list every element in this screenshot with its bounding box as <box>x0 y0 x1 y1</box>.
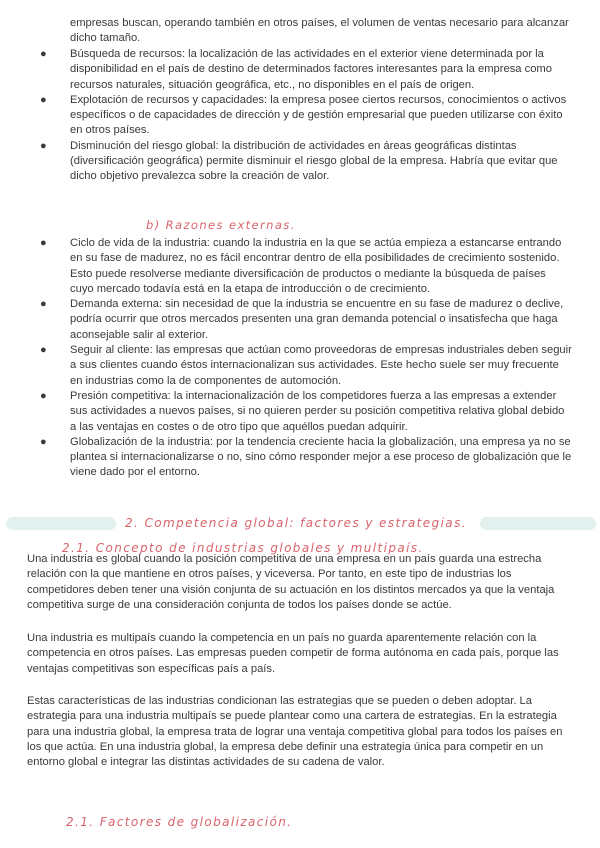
list-item <box>0 297 600 343</box>
list-item <box>0 435 600 481</box>
list-item <box>0 47 600 93</box>
bullet-icon: ● <box>40 48 47 60</box>
bullet-icon: ● <box>40 237 47 249</box>
bullet-icon: ● <box>40 139 47 152</box>
section-heading-factores: 2.1. Factores de globalización. <box>66 815 293 829</box>
list-item <box>0 93 600 139</box>
paragraph: Estas características de las industrias condicionan las estrategias que se pueden o deben adoptar. La estrategia para una industria multipaís se puede plantear como una cartera de estrategias. En la estrategia para una industria global, la empresa trata de lograr una ventaja competitiva global para todos los países en los que actúa. En una industria global, la empresa debe definir una estrategia única para competir en un entorno global e integrar las distintas actividades de su cadena de valor. <box>27 695 563 769</box>
paragraph: Una industria es global cuando la posición competitiva de una empresa en un país guarda una estrecha relación con la que mantiene en otros países, y viceversa. Por tanto, en este tipo de industrias los competidores deben tener una visión conjunta de su actuación en los distintos mercados ya que la ventaja competitiva surge de una consideración conjunta de todos los países donde se actúe. <box>27 553 555 611</box>
list-item-text: Ciclo de vida de la industria: cuando la industria en la que se actúa empieza a estancarse entrando en su fase de madurez, no es fácil encontrar dentro de ella posibilidades de crecimiento sostenido. Esto puede resolverse mediante diversificación de productos o mediante la búsqueda de países cuyo mercado todavía está en la etapa de introducción o de crecimiento. <box>70 237 562 295</box>
list-item-text: Disminución del riesgo global: la distribución de actividades en áreas geográficas distintas (diversificación geográfica) permite disminuir el riesgo global de la empresa. Habría que evitar que dicho objetivo prevalezca sobre la creación de valor. <box>70 139 558 183</box>
list-item-text: Presión competitiva: la internacionalización de los competidores fuerza a las empresas a extender sus actividades a nuevos países, si no quieren perder su posición competitiva relativa global debido a las ventajas en costes o de otro tipo que aquéllos puedan adquirir. <box>70 389 565 433</box>
bullet-icon: ● <box>40 93 47 106</box>
list-item-text: Explotación de recursos y capacidades: la empresa posee ciertos recursos, conocimientos o activos específicos o de capacidades de dirección y de gestión empresarial que pueden utilizarse con éxito en otros países. <box>70 93 567 137</box>
paragraph: Una industria es multipaís cuando la competencia en un país no guarda aparentemente relación con la competencia en otros países. Las empresas pueden competir de forma autónoma en cada país, porque las ventajas competitivas son específicas país a país. <box>27 632 559 675</box>
section-heading-2-1: 2.1. Concepto de industrias globales y multipaís. <box>62 541 424 555</box>
list-item <box>0 139 600 185</box>
section-heading-2: 2. Competencia global: factores y estrategias. <box>125 516 467 530</box>
continuation-text: empresas buscan, operando también en otros países, el volumen de ventas necesario para alcanzar dicho tamaño. <box>70 17 569 45</box>
list-item <box>0 236 600 297</box>
list-item-text: Búsqueda de recursos: la localización de las actividades en el exterior viene determinada por la disponibilidad en el país de destino de determinados factores interesantes para la empresa como recursos naturales, situación geográfica, etc., no disponibles en el país de origen. <box>70 48 552 91</box>
highlight-band-left <box>6 517 116 530</box>
external-reasons-list <box>0 236 600 481</box>
list-item-text: Globalización de la industria: por la tendencia creciente hacia la globalización, una empresa ya no se plantea si internacionalizarse o no, sino cómo responder mejor a ese proceso de globalización que le viene dado por el entorno. <box>70 435 572 479</box>
list-item-text: Seguir al cliente: las empresas que actúan como proveedoras de empresas industriales deben seguir a sus clientes cuando éstos internacionalizan sus actividades. Este hecho suele ser muy frecuente en industrias como la de componentes de automoción. <box>70 344 572 387</box>
list-item-text: Demanda externa: sin necesidad de que la industria se encuentre en su fase de madurez o declive, podría ocurrir que otros mercados presenten una gran demanda potencial o insatisfecha que haga aconsejable salir al exterior. <box>70 298 564 341</box>
list-item <box>0 389 600 435</box>
heading-external-reasons: b) Razones externas. <box>146 218 296 232</box>
highlight-band-right <box>480 517 596 530</box>
list-item <box>0 343 600 389</box>
bullet-icon: ● <box>40 298 47 311</box>
bullet-icon: ● <box>40 344 47 357</box>
internal-reasons-list <box>0 47 600 185</box>
bullet-icon: ● <box>40 389 47 402</box>
bullet-icon: ● <box>40 435 47 448</box>
